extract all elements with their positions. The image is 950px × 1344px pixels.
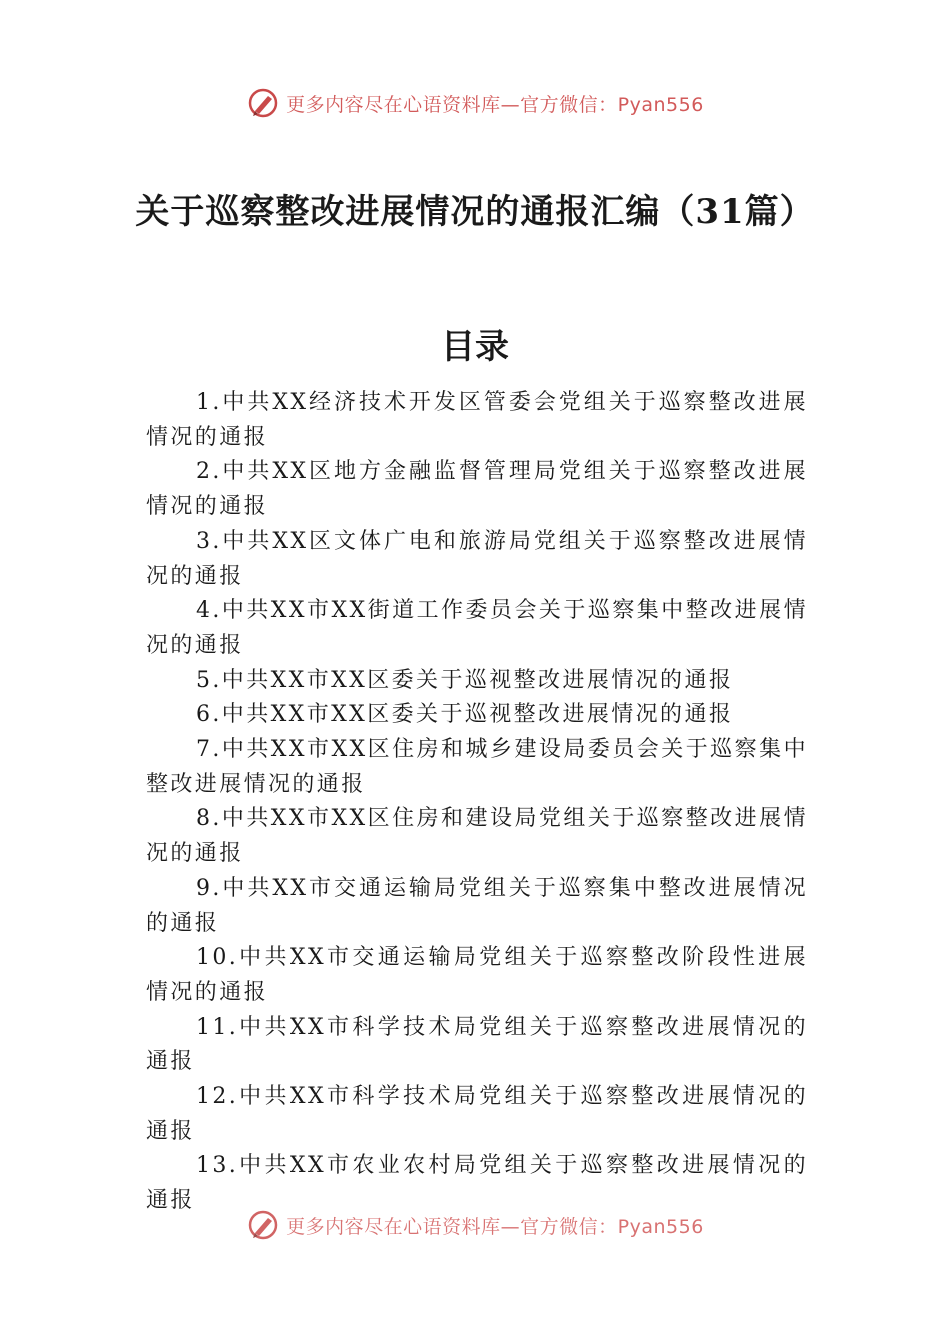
toc-entry[interactable]: 9.中共XX市交通运输局党组关于巡察集中整改进展情况的通报	[146, 875, 808, 936]
toc-entry[interactable]: 8.中共XX市XX区住房和建设局党组关于巡察整改进展情况的通报	[146, 806, 808, 867]
pen-logo-icon	[246, 86, 280, 120]
document-title: 关于巡察整改进展情况的通报汇编（31篇）	[135, 192, 815, 232]
toc-entry[interactable]: 3.中共XX区文体广电和旅游局党组关于巡察整改进展情况的通报	[146, 528, 808, 589]
toc-entry[interactable]: 5.中共XX市XX区委关于巡视整改进展情况的通报	[196, 667, 734, 693]
watermark-text: 更多内容尽在心语资料库—官方微信：Pyan556	[286, 1215, 704, 1238]
toc-entry[interactable]: 10.中共XX市交通运输局党组关于巡察整改阶段性进展情况的通报	[146, 945, 808, 1005]
toc-entry[interactable]: 11.中共XX市科学技术局党组关于巡察整改进展情况的通报	[146, 1014, 808, 1075]
toc-entry[interactable]: 1.中共XX经济技术开发区管委会党组关于巡察整改进展情况的通报	[146, 390, 808, 450]
toc-entry[interactable]: 12.中共XX市科学技术局党组关于巡察整改进展情况的通报	[146, 1084, 808, 1144]
footer-watermark	[0, 1208, 950, 1242]
header-watermark	[0, 86, 950, 120]
toc-entry[interactable]: 2.中共XX区地方金融监督管理局党组关于巡察整改进展情况的通报	[146, 459, 808, 520]
pen-logo-icon	[246, 1208, 280, 1242]
toc-entry[interactable]: 6.中共XX市XX区委关于巡视整改进展情况的通报	[196, 702, 734, 728]
table-of-contents	[146, 386, 808, 1219]
toc-entry[interactable]: 7.中共XX市XX区住房和城乡建设局委员会关于巡察集中整改进展情况的通报	[146, 737, 808, 797]
toc-heading: 目录	[441, 327, 509, 367]
toc-entry[interactable]: 4.中共XX市XX街道工作委员会关于巡察集中整改进展情况的通报	[146, 598, 808, 658]
toc-entry[interactable]: 13.中共XX市农业农村局党组关于巡察整改进展情况的通报	[146, 1153, 808, 1214]
watermark-text: 更多内容尽在心语资料库—官方微信：Pyan556	[286, 93, 704, 116]
